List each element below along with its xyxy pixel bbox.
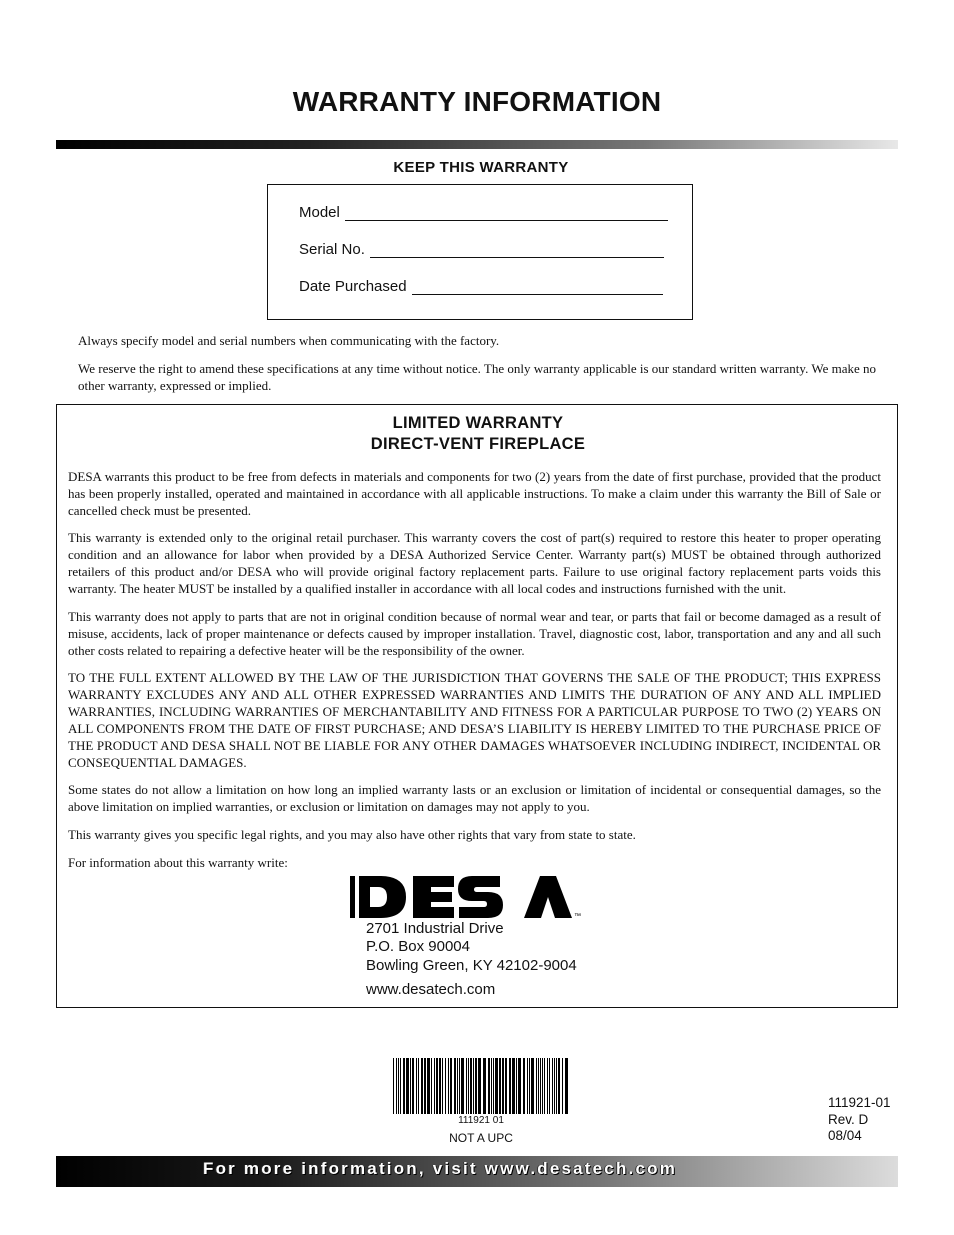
address-line: 2701 Industrial Drive (366, 920, 504, 937)
barcode-bar (544, 1058, 545, 1114)
barcode-bar (518, 1058, 521, 1114)
part-info (828, 1095, 891, 1145)
keep-warranty-box (267, 184, 693, 320)
warranty-paragraph: DESA warrants this product to be free from defects in materials and components for two (2) years from the date of first purchase, provided that the product has been properly installed, operated and maintained in accordance with all applicable instructions. To make a claim under this warranty the Bill of Sale or cancelled check must be presented. (68, 469, 881, 518)
barcode-bar (410, 1058, 411, 1114)
barcode-bar (400, 1058, 401, 1114)
barcode-bar (398, 1058, 399, 1114)
barcode-bar (459, 1058, 460, 1114)
barcode-bar (516, 1058, 517, 1114)
barcode-bar (538, 1058, 539, 1114)
warranty-paragraph: This warranty is extended only to the original retail purchaser. This warranty covers the cost of part(s) required to restore this heater to proper operating condition and an allowance for labor when provided by a DESA Authorized Service Center. Warranty part(s) MUST be obtained through authorized retailers of this product and/or DESA who will provide original factory replacement parts. Failure to use original factory replacement parts voids this warranty. The heater MUST be installed by a qualified installer in accordance with all local codes and instructions furnished with the unit. (68, 530, 881, 596)
barcode-bar (505, 1058, 507, 1114)
barcode-bar (565, 1058, 568, 1114)
barcode-number: 111921 01 (458, 1115, 504, 1126)
barcode-bar (396, 1058, 397, 1114)
barcode-bar (552, 1058, 553, 1114)
barcode-bar (478, 1058, 481, 1114)
barcode-bar (434, 1058, 435, 1114)
barcode-bar (412, 1058, 414, 1114)
keep-warranty-heading: KEEP THIS WARRANTY (393, 159, 569, 176)
barcode-bar (556, 1058, 557, 1114)
date-purchased-field (299, 278, 663, 295)
barcode-bar (393, 1058, 394, 1114)
model-field (299, 204, 668, 221)
barcode-bar (418, 1058, 419, 1114)
serial-field (299, 241, 664, 258)
barcode-bar (540, 1058, 541, 1114)
limited-warranty-title: LIMITED WARRANTY (392, 414, 564, 432)
address-line: P.O. Box 90004 (366, 938, 470, 955)
model-label: Model (299, 204, 340, 221)
barcode-bar (406, 1058, 409, 1114)
warranty-write-to: For information about this warranty write: (68, 855, 288, 870)
barcode-bar (502, 1058, 504, 1114)
barcode-bar (427, 1058, 430, 1114)
limited-warranty-subtitle: DIRECT-VENT FIREPLACE (370, 435, 586, 453)
serial-label: Serial No. (299, 241, 365, 258)
barcode-bar (442, 1058, 443, 1114)
barcode-bar (542, 1058, 543, 1114)
barcode-bar (509, 1058, 511, 1114)
barcode-bar (439, 1058, 441, 1114)
barcode-bar (488, 1058, 490, 1114)
barcode-bar (547, 1058, 548, 1114)
date-purchased-blank-line[interactable] (412, 280, 663, 295)
website-link[interactable]: www.desatech.com (366, 981, 496, 998)
barcode-bar (431, 1058, 432, 1114)
barcode-bar (512, 1058, 515, 1114)
limited-warranty-box (56, 404, 898, 1008)
footer-text: For more information, visit www.desatech.com (203, 1159, 678, 1178)
date-purchased-label: Date Purchased (299, 278, 407, 295)
barcode-bar (445, 1058, 446, 1114)
footer-bar (56, 1156, 898, 1187)
serial-blank-line[interactable] (370, 243, 664, 258)
warranty-paragraph: This warranty does not apply to parts that are not in original condition because of normal wear and tear, or parts that fail or become damaged as a result of misuse, accidents, lack of proper maintenance or defects caused by improper installation. Travel, diagnostic cost, labor, transportation and any and all such other costs related to repairing a defective heater will be the responsibility of the owner. (68, 609, 881, 658)
barcode-bar (468, 1058, 469, 1114)
page-title: WARRANTY INFORMATION (292, 86, 662, 117)
part-number: 111921-01 (828, 1095, 891, 1110)
barcode-bar (495, 1058, 498, 1114)
barcode-bar (536, 1058, 537, 1114)
barcode-bar (491, 1058, 492, 1114)
barcode-bar (424, 1058, 426, 1114)
barcode-bar (436, 1058, 438, 1114)
barcode-bar (529, 1058, 530, 1114)
warranty-paragraph: TO THE FULL EXTENT ALLOWED BY THE LAW OF THE JURISDICTION THAT GOVERNS THE SALE OF THE PRODUCT; THIS EXPRESS WARRANTY EXCLUDES ANY AND ALL OTHER EXPRESSED WARRANTIES AND LIMITS THE DURATION OF ANY AND ALL IMPLIED WARRANTIES, INCLUDING WARRANTIES OF MERCHANTABILITY AND FITNESS FOR A PARTICULAR PURPOSE TO TWO (2) YEARS ON ALL COMPONENTS FROM THE DATE OF FIRST PURCHASE; AND DESA’S LIABILITY IS HEREBY LIMITED TO THE PURCHASE PRICE OF THE PRODUCT AND DESA SHALL NOT BE LIABLE FOR ANY OTHER DAMAGES WHATSOEVER INCLUDING INDIRECT, INCIDENTAL OR CONSEQUENTIAL DAMAGES. (68, 670, 881, 770)
barcode-bar (448, 1058, 449, 1114)
barcode-bar (483, 1058, 486, 1114)
barcode-bar (562, 1058, 563, 1114)
note-reserve-right: We reserve the right to amend these specifications at any time without notice. The only warranty applicable is our standard written warranty. We make no other warranty, expressed or implied. (78, 361, 876, 393)
barcode-bar (416, 1058, 417, 1114)
barcode-bar (466, 1058, 467, 1114)
barcode-bar (454, 1058, 456, 1114)
barcode-bar (470, 1058, 472, 1114)
barcode-bar (558, 1058, 560, 1114)
barcode-bar (461, 1058, 464, 1114)
barcode (391, 1058, 571, 1114)
desa-logo (350, 870, 588, 920)
barcode-caption: NOT A UPC (449, 1131, 513, 1145)
barcode-bar (475, 1058, 477, 1114)
warranty-paragraph: Some states do not allow a limitation on how long an implied warranty lasts or an exclusion or limitation of incidental or consequential damages, so the above limitation on implied warranties, or exclusion or limitation on damages may not apply to you. (68, 782, 881, 814)
revision: Rev. D (828, 1111, 869, 1127)
barcode-bar (421, 1058, 423, 1114)
barcode-bar (473, 1058, 474, 1114)
warranty-paragraph: This warranty gives you specific legal rights, and you may also have other rights that vary from state to state. (68, 827, 636, 842)
barcode-bar (499, 1058, 501, 1114)
barcode-bar (549, 1058, 550, 1114)
barcode-bar (450, 1058, 452, 1114)
barcode-bar (403, 1058, 405, 1114)
title-divider-bar (56, 140, 898, 149)
address-line: Bowling Green, KY 42102-9004 (366, 957, 577, 974)
barcode-bar (493, 1058, 494, 1114)
trademark-symbol: ™ (574, 913, 581, 920)
barcode-bar (531, 1058, 534, 1114)
barcode-bar (523, 1058, 525, 1114)
barcode-bar (527, 1058, 528, 1114)
model-blank-line[interactable] (345, 206, 668, 221)
barcode-bar (554, 1058, 555, 1114)
note-specify-model: Always specify model and serial numbers when communicating with the factory. (78, 333, 500, 348)
barcode-bar (457, 1058, 458, 1114)
revision-date: 08/04 (828, 1128, 862, 1143)
